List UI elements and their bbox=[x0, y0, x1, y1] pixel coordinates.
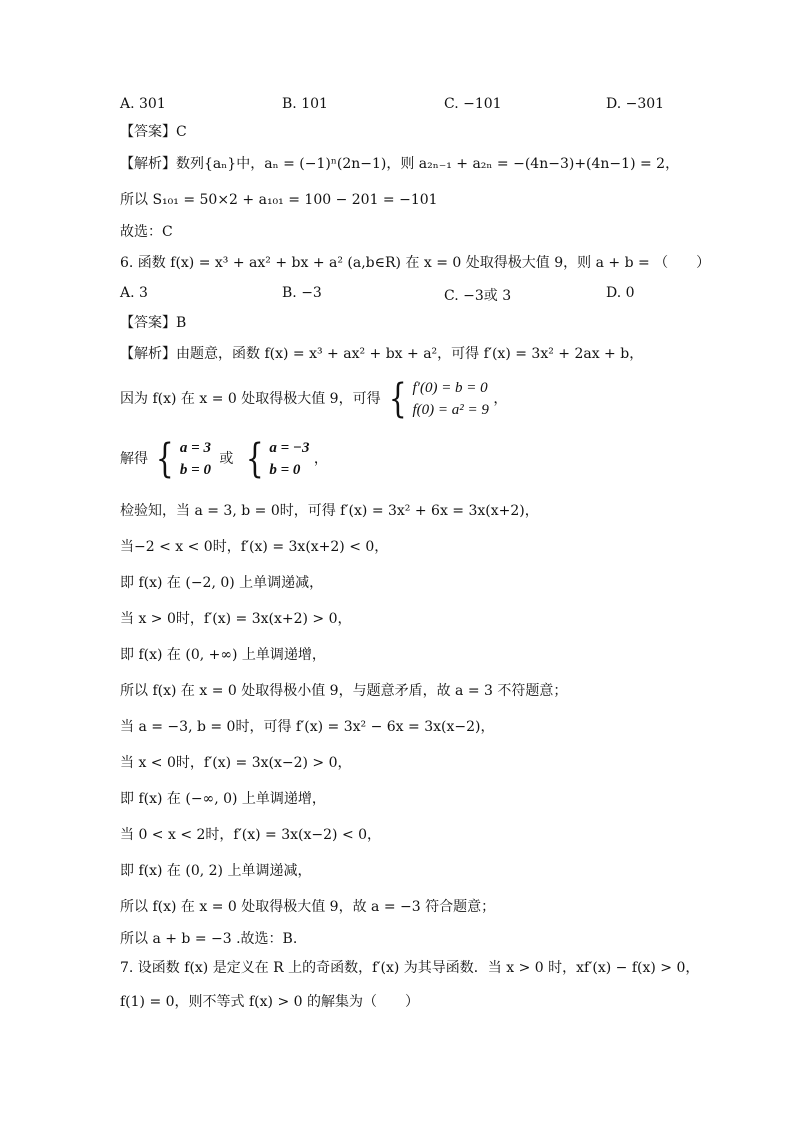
q6-conclusion: 所以 a + b = −3 .故选：B. bbox=[120, 931, 298, 947]
left-brace-icon: { bbox=[156, 436, 175, 482]
system-row: a = 3 bbox=[179, 440, 211, 456]
system-row: a = −3 bbox=[269, 440, 310, 456]
q6-option-a: A. 3 bbox=[120, 285, 148, 301]
system-row: f′(0) = b = 0 bbox=[412, 380, 488, 396]
q6-analysis-line: 当 x > 0时，f′(x) = 3x(x+2) > 0， bbox=[120, 611, 352, 627]
q6-analysis-line: 所以 f(x) 在 x = 0 处取得极小值 9，与题意矛盾，故 a = 3 不符题意； bbox=[120, 683, 568, 699]
q5-analysis-line: 【解析】数列{aₙ}中，aₙ = (−1)ⁿ(2n−1)，则 a₂ₙ₋₁ + a₂ₙ = −(4n−3)+(4n−1) = 2， bbox=[120, 156, 680, 172]
equation-system bbox=[242, 437, 310, 481]
or-text: 或 bbox=[219, 451, 234, 467]
q6-analysis-line: 即 f(x) 在 (0, 2) 上单调递减， bbox=[120, 863, 312, 879]
q6-answer: 【答案】B bbox=[120, 315, 187, 331]
q5-option-d: D. −301 bbox=[606, 96, 665, 112]
q6-line2-prefix: 因为 f(x) 在 x = 0 处取得极大值 9，可得 bbox=[120, 391, 381, 407]
punctuation: ， bbox=[493, 391, 508, 407]
q6-analysis-line: 即 f(x) 在 (−2, 0) 上单调递减， bbox=[120, 575, 324, 591]
system-row: b = 0 bbox=[269, 462, 301, 478]
q6-analysis-line: 检验知，当 a = 3, b = 0时，可得 f′(x) = 3x² + 6x = 3x(x+2)， bbox=[120, 503, 539, 519]
q6-analysis-line: 当 x < 0时，f′(x) = 3x(x−2) > 0， bbox=[120, 755, 352, 771]
q5-option-b: B. 101 bbox=[282, 96, 328, 112]
left-brace-icon: { bbox=[388, 376, 407, 422]
system-row: f(0) = a² = 9 bbox=[412, 402, 489, 418]
q5-analysis-line: 所以 S₁₀₁ = 50×2 + a₁₀₁ = 100 − 201 = −101 bbox=[120, 192, 438, 208]
equation-system bbox=[385, 377, 489, 421]
q6-line3-prefix: 解得 bbox=[120, 451, 148, 467]
q6-stem: 6. 函数 f(x) = x³ + ax² + bx + a² (a,b∈R) 在 x = 0 处取得极大值 9，则 a + b = （ ） bbox=[120, 255, 711, 271]
q7-stem-line: f(1) = 0，则不等式 f(x) > 0 的解集为（ ） bbox=[120, 994, 419, 1010]
q6-analysis-system-line bbox=[120, 377, 507, 421]
left-brace-icon: { bbox=[245, 436, 264, 482]
punctuation: ， bbox=[313, 451, 328, 467]
system-row: b = 0 bbox=[179, 462, 211, 478]
equation-system bbox=[152, 437, 211, 481]
q5-option-a: A. 301 bbox=[120, 96, 166, 112]
q6-analysis-line: 当 a = −3, b = 0时，可得 f′(x) = 3x² − 6x = 3x(x−2)， bbox=[120, 719, 495, 735]
q6-analysis-line: 当−2 < x < 0时，f′(x) = 3x(x+2) < 0， bbox=[120, 539, 389, 555]
q6-option-c: C. −3或 3 bbox=[444, 288, 512, 304]
q6-analysis-line: 即 f(x) 在 (0, +∞) 上单调递增， bbox=[120, 647, 326, 663]
q6-analysis-line: 所以 f(x) 在 x = 0 处取得极大值 9，故 a = −3 符合题意； bbox=[120, 899, 496, 915]
q6-option-b: B. −3 bbox=[282, 285, 322, 301]
q6-analysis-line: 【解析】由题意，函数 f(x) = x³ + ax² + bx + a²，可得 f′(x) = 3x² + 2ax + b， bbox=[120, 346, 644, 362]
q5-option-c: C. −101 bbox=[444, 96, 502, 112]
q5-analysis-line: 故选：C bbox=[120, 224, 173, 240]
q6-solution-line bbox=[120, 437, 328, 481]
q6-option-d: D. 0 bbox=[606, 285, 635, 301]
q7-stem-line: 7. 设函数 f(x) 是定义在 R 上的奇函数，f′(x) 为其导函数．当 x > 0 时，xf′(x) − f(x) > 0， bbox=[120, 960, 700, 976]
q5-answer: 【答案】C bbox=[120, 124, 187, 140]
q6-analysis-line: 当 0 < x < 2时，f′(x) = 3x(x−2) < 0， bbox=[120, 827, 382, 843]
q6-analysis-line: 即 f(x) 在 (−∞, 0) 上单调递增， bbox=[120, 791, 326, 807]
